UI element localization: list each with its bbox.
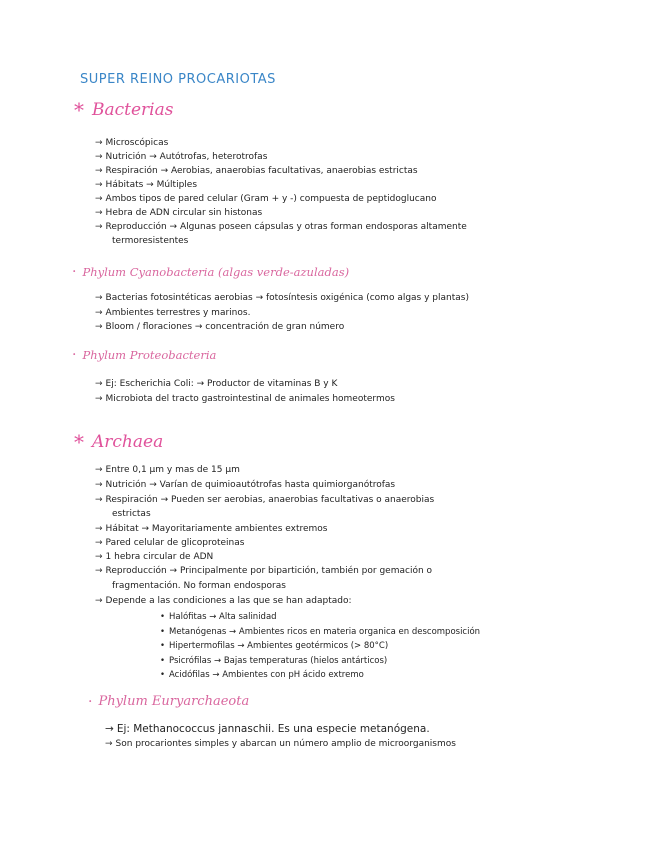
sub-list-item: • Acidófilas → Ambientes con pH ácido extremo bbox=[160, 670, 364, 680]
arrow-icon: → bbox=[95, 538, 103, 548]
bullet-icon: · bbox=[88, 693, 93, 710]
list-item: → Nutrición → Varían de quimioautótrofas hasta quimiorganótrofas bbox=[95, 480, 396, 490]
arrow-icon: → bbox=[95, 180, 103, 190]
heading-bacterias bbox=[74, 100, 173, 120]
arrow-icon: → bbox=[95, 465, 103, 475]
list-item: → Hebra de ADN circular sin histonas bbox=[95, 208, 263, 218]
list-item: → 1 hebra circular de ADN bbox=[95, 552, 214, 562]
bullet-icon: · bbox=[72, 264, 77, 280]
list-item: → Pared celular de glicoproteinas bbox=[95, 538, 245, 548]
arrow-icon: → bbox=[95, 208, 103, 218]
list-item: → Reproducción → Algunas poseen cápsulas y otras forman endosporas altamente bbox=[95, 222, 467, 232]
arrow-icon: → bbox=[95, 194, 103, 204]
arrow-icon: → bbox=[95, 552, 103, 562]
arrow-icon: → bbox=[95, 322, 103, 332]
heading-archaea bbox=[74, 432, 163, 452]
list-item-continuation: estrictas bbox=[112, 509, 151, 519]
list-item-continuation: termoresistentes bbox=[112, 236, 189, 246]
star-icon: * bbox=[74, 98, 84, 122]
bullet-icon: • bbox=[160, 612, 166, 622]
list-item: → Bacterias fotosintéticas aerobias → fotosíntesis oxigénica (como algas y plantas) bbox=[95, 293, 469, 303]
sub-list-item: • Metanógenas → Ambientes ricos en materia organica en descomposición bbox=[160, 627, 481, 637]
sub-list-item: • Halófitas → Alta salinidad bbox=[160, 612, 277, 622]
list-item: → Hábitat → Mayoritariamente ambientes extremos bbox=[95, 524, 328, 534]
list-item: → Entre 0,1 μm y mas de 15 μm bbox=[95, 465, 240, 475]
arrow-icon: → bbox=[95, 222, 103, 232]
list-item: → Respiración → Pueden ser aerobias, anaerobias facultativas o anaerobias bbox=[95, 495, 435, 505]
bullet-icon: • bbox=[160, 627, 166, 637]
heading-proteobacteria bbox=[72, 348, 216, 362]
list-item: → Microscópicas bbox=[95, 138, 169, 148]
sub-list-item: • Hipertermofilas → Ambientes geotérmicos (> 80°C) bbox=[160, 641, 389, 651]
list-item: → Microbiota del tracto gastrointestinal de animales homeotermos bbox=[95, 394, 395, 404]
arrow-icon: → bbox=[95, 293, 103, 303]
arrow-icon: → bbox=[95, 152, 103, 162]
list-item: → Nutrición → Autótrofas, heterotrofas bbox=[95, 152, 268, 162]
list-item: → Hábitats → Múltiples bbox=[95, 180, 198, 190]
arrow-icon: → bbox=[95, 480, 103, 490]
arrow-icon: → bbox=[95, 566, 103, 576]
heading-euryarchaeota-label: Phylum Euryarchaeota bbox=[98, 694, 250, 709]
arrow-icon: → bbox=[105, 739, 113, 749]
bullet-icon: • bbox=[160, 670, 166, 680]
heading-cyanobacteria-label: Phylum Cyanobacteria (algas verde-azuladas) bbox=[82, 265, 350, 279]
sub-list-item: • Psicrófilas → Bajas temperaturas (hielos antárticos) bbox=[160, 656, 388, 666]
heading-euryarchaeota bbox=[88, 694, 249, 709]
page-title: SUPER REINO PROCARIOTAS bbox=[80, 72, 276, 87]
list-item: → Reproducción → Principalmente por bipartición, también por gemación o bbox=[95, 566, 433, 576]
arrow-icon: → bbox=[95, 166, 103, 176]
list-item: → Ambientes terrestres y marinos. bbox=[95, 308, 251, 318]
arrow-icon: → bbox=[95, 596, 103, 606]
heading-proteobacteria-label: Phylum Proteobacteria bbox=[82, 348, 217, 362]
arrow-icon: → bbox=[95, 138, 103, 148]
heading-archaea-label: Archaea bbox=[92, 432, 164, 452]
arrow-icon: → bbox=[95, 524, 103, 534]
list-item: → Son procariontes simples y abarcan un número amplio de microorganismos bbox=[105, 739, 456, 749]
arrow-icon: → bbox=[105, 723, 114, 735]
bullet-icon: · bbox=[72, 347, 77, 363]
list-item-continuation: fragmentación. No forman endosporas bbox=[112, 581, 286, 591]
heading-bacterias-label: Bacterias bbox=[92, 100, 174, 120]
list-item: → Depende a las condiciones a las que se han adaptado: bbox=[95, 596, 352, 606]
bullet-icon: • bbox=[160, 641, 166, 651]
list-item: → Respiración → Aerobias, anaerobias facultativas, anaerobias estrictas bbox=[95, 166, 418, 176]
list-item: → Bloom / floraciones → concentración de gran número bbox=[95, 322, 345, 332]
list-item: → Ambos tipos de pared celular (Gram + y -) compuesta de peptidoglucano bbox=[95, 194, 437, 204]
arrow-icon: → bbox=[95, 394, 103, 404]
arrow-icon: → bbox=[95, 495, 103, 505]
arrow-icon: → bbox=[95, 308, 103, 318]
bullet-icon: • bbox=[160, 656, 166, 666]
heading-cyanobacteria bbox=[72, 265, 349, 279]
star-icon: * bbox=[74, 430, 84, 454]
list-item: → Ej: Methanococcus jannaschii. Es una especie metanógena. bbox=[105, 723, 430, 735]
arrow-icon: → bbox=[95, 379, 103, 389]
list-item: → Ej: Escherichia Coli: → Productor de vitaminas B y K bbox=[95, 379, 338, 389]
